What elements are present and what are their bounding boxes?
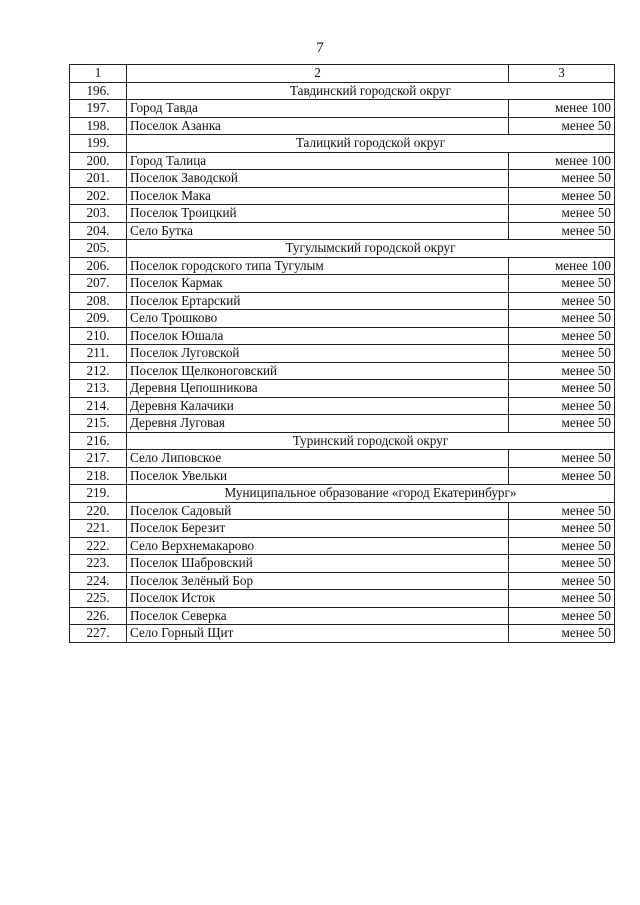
group-title: Туринский городской округ bbox=[127, 432, 615, 450]
group-title: Тавдинский городской округ bbox=[127, 82, 615, 100]
settlement-name: Деревня Цепошникова bbox=[127, 380, 509, 398]
table-row bbox=[70, 100, 615, 118]
settlement-value: менее 50 bbox=[509, 380, 615, 398]
row-number: 198. bbox=[70, 117, 127, 135]
settlement-name: Поселок городского типа Тугулым bbox=[127, 257, 509, 275]
page-number: 7 bbox=[316, 40, 324, 56]
table-row bbox=[70, 205, 615, 223]
settlement-value: менее 50 bbox=[509, 450, 615, 468]
settlement-name: Село Горный Щит bbox=[127, 625, 509, 643]
table-row bbox=[70, 257, 615, 275]
table-row bbox=[70, 380, 615, 398]
row-number: 202. bbox=[70, 187, 127, 205]
table-row bbox=[70, 362, 615, 380]
table-row bbox=[70, 450, 615, 468]
settlement-name: Поселок Юшала bbox=[127, 327, 509, 345]
row-number: 211. bbox=[70, 345, 127, 363]
settlement-name: Поселок Шабровский bbox=[127, 555, 509, 573]
table-row bbox=[70, 537, 615, 555]
settlement-name: Поселок Ертарский bbox=[127, 292, 509, 310]
settlement-value: менее 50 bbox=[509, 520, 615, 538]
settlement-name: Поселок Троицкий bbox=[127, 205, 509, 223]
group-title: Талицкий городской округ bbox=[127, 135, 615, 153]
settlement-value: менее 100 bbox=[509, 100, 615, 118]
settlement-value: менее 50 bbox=[509, 467, 615, 485]
row-number: 196. bbox=[70, 82, 127, 100]
column-header-value: 3 bbox=[509, 65, 615, 83]
table-row bbox=[70, 607, 615, 625]
settlement-value: менее 50 bbox=[509, 205, 615, 223]
row-number: 209. bbox=[70, 310, 127, 328]
table-row bbox=[70, 397, 615, 415]
row-number: 217. bbox=[70, 450, 127, 468]
table-row bbox=[70, 572, 615, 590]
table-row bbox=[70, 187, 615, 205]
settlement-name: Город Талица bbox=[127, 152, 509, 170]
settlement-name: Село Бутка bbox=[127, 222, 509, 240]
settlement-value: менее 50 bbox=[509, 590, 615, 608]
settlement-value: менее 50 bbox=[509, 502, 615, 520]
settlement-name: Поселок Увельки bbox=[127, 467, 509, 485]
settlement-value: менее 50 bbox=[509, 327, 615, 345]
row-number: 227. bbox=[70, 625, 127, 643]
row-number: 204. bbox=[70, 222, 127, 240]
row-number: 199. bbox=[70, 135, 127, 153]
table-row bbox=[70, 170, 615, 188]
row-number: 213. bbox=[70, 380, 127, 398]
table-group-row bbox=[70, 135, 615, 153]
table-row bbox=[70, 222, 615, 240]
row-number: 205. bbox=[70, 240, 127, 258]
table-row bbox=[70, 467, 615, 485]
settlement-name: Поселок Березит bbox=[127, 520, 509, 538]
row-number: 221. bbox=[70, 520, 127, 538]
settlement-value: менее 50 bbox=[509, 555, 615, 573]
table-row bbox=[70, 590, 615, 608]
table-group-row bbox=[70, 432, 615, 450]
settlement-value: менее 50 bbox=[509, 415, 615, 433]
table-row bbox=[70, 327, 615, 345]
column-header-number: 1 bbox=[70, 65, 127, 83]
table-row bbox=[70, 152, 615, 170]
settlement-name: Поселок Садовый bbox=[127, 502, 509, 520]
row-number: 206. bbox=[70, 257, 127, 275]
table-row bbox=[70, 502, 615, 520]
column-header-name: 2 bbox=[127, 65, 509, 83]
settlement-value: менее 50 bbox=[509, 310, 615, 328]
settlement-value: менее 50 bbox=[509, 170, 615, 188]
table-row bbox=[70, 292, 615, 310]
settlement-name: Деревня Луговая bbox=[127, 415, 509, 433]
table-group-row bbox=[70, 82, 615, 100]
row-number: 220. bbox=[70, 502, 127, 520]
settlement-value: менее 50 bbox=[509, 572, 615, 590]
settlement-value: менее 50 bbox=[509, 292, 615, 310]
row-number: 223. bbox=[70, 555, 127, 573]
settlement-value: менее 50 bbox=[509, 397, 615, 415]
settlement-name: Поселок Азанка bbox=[127, 117, 509, 135]
settlement-value: менее 50 bbox=[509, 625, 615, 643]
table-row bbox=[70, 520, 615, 538]
row-number: 215. bbox=[70, 415, 127, 433]
group-title: Тугулымский городской округ bbox=[127, 240, 615, 258]
settlement-value: менее 100 bbox=[509, 257, 615, 275]
row-number: 207. bbox=[70, 275, 127, 293]
group-title: Муниципальное образование «город Екатеринбург» bbox=[127, 485, 615, 503]
table-group-row bbox=[70, 240, 615, 258]
table-header-row bbox=[70, 65, 615, 83]
table-row bbox=[70, 117, 615, 135]
settlement-name: Поселок Мака bbox=[127, 187, 509, 205]
settlement-name: Поселок Заводской bbox=[127, 170, 509, 188]
settlement-name: Деревня Калачики bbox=[127, 397, 509, 415]
settlement-name: Поселок Зелёный Бор bbox=[127, 572, 509, 590]
settlement-value: менее 50 bbox=[509, 222, 615, 240]
table-row bbox=[70, 625, 615, 643]
row-number: 214. bbox=[70, 397, 127, 415]
settlement-name: Город Тавда bbox=[127, 100, 509, 118]
settlement-name: Поселок Исток bbox=[127, 590, 509, 608]
settlement-value: менее 100 bbox=[509, 152, 615, 170]
table-row bbox=[70, 345, 615, 363]
row-number: 212. bbox=[70, 362, 127, 380]
table-row bbox=[70, 415, 615, 433]
settlement-value: менее 50 bbox=[509, 117, 615, 135]
table-row bbox=[70, 555, 615, 573]
settlement-name: Поселок Щелконоговский bbox=[127, 362, 509, 380]
row-number: 225. bbox=[70, 590, 127, 608]
row-number: 222. bbox=[70, 537, 127, 555]
table-group-row bbox=[70, 485, 615, 503]
row-number: 226. bbox=[70, 607, 127, 625]
row-number: 203. bbox=[70, 205, 127, 223]
row-number: 210. bbox=[70, 327, 127, 345]
settlement-name: Поселок Северка bbox=[127, 607, 509, 625]
settlement-value: менее 50 bbox=[509, 345, 615, 363]
settlement-value: менее 50 bbox=[509, 362, 615, 380]
settlement-name: Село Трошково bbox=[127, 310, 509, 328]
settlements-table bbox=[69, 64, 615, 643]
row-number: 216. bbox=[70, 432, 127, 450]
row-number: 218. bbox=[70, 467, 127, 485]
settlement-name: Поселок Луговской bbox=[127, 345, 509, 363]
row-number: 208. bbox=[70, 292, 127, 310]
row-number: 200. bbox=[70, 152, 127, 170]
row-number: 219. bbox=[70, 485, 127, 503]
settlement-name: Село Липовское bbox=[127, 450, 509, 468]
settlement-name: Поселок Кармак bbox=[127, 275, 509, 293]
settlement-value: менее 50 bbox=[509, 275, 615, 293]
table-row bbox=[70, 275, 615, 293]
table-row bbox=[70, 310, 615, 328]
row-number: 201. bbox=[70, 170, 127, 188]
row-number: 197. bbox=[70, 100, 127, 118]
settlement-value: менее 50 bbox=[509, 537, 615, 555]
settlement-name: Село Верхнемакарово bbox=[127, 537, 509, 555]
settlement-value: менее 50 bbox=[509, 187, 615, 205]
row-number: 224. bbox=[70, 572, 127, 590]
table-body bbox=[70, 82, 615, 642]
settlement-value: менее 50 bbox=[509, 607, 615, 625]
